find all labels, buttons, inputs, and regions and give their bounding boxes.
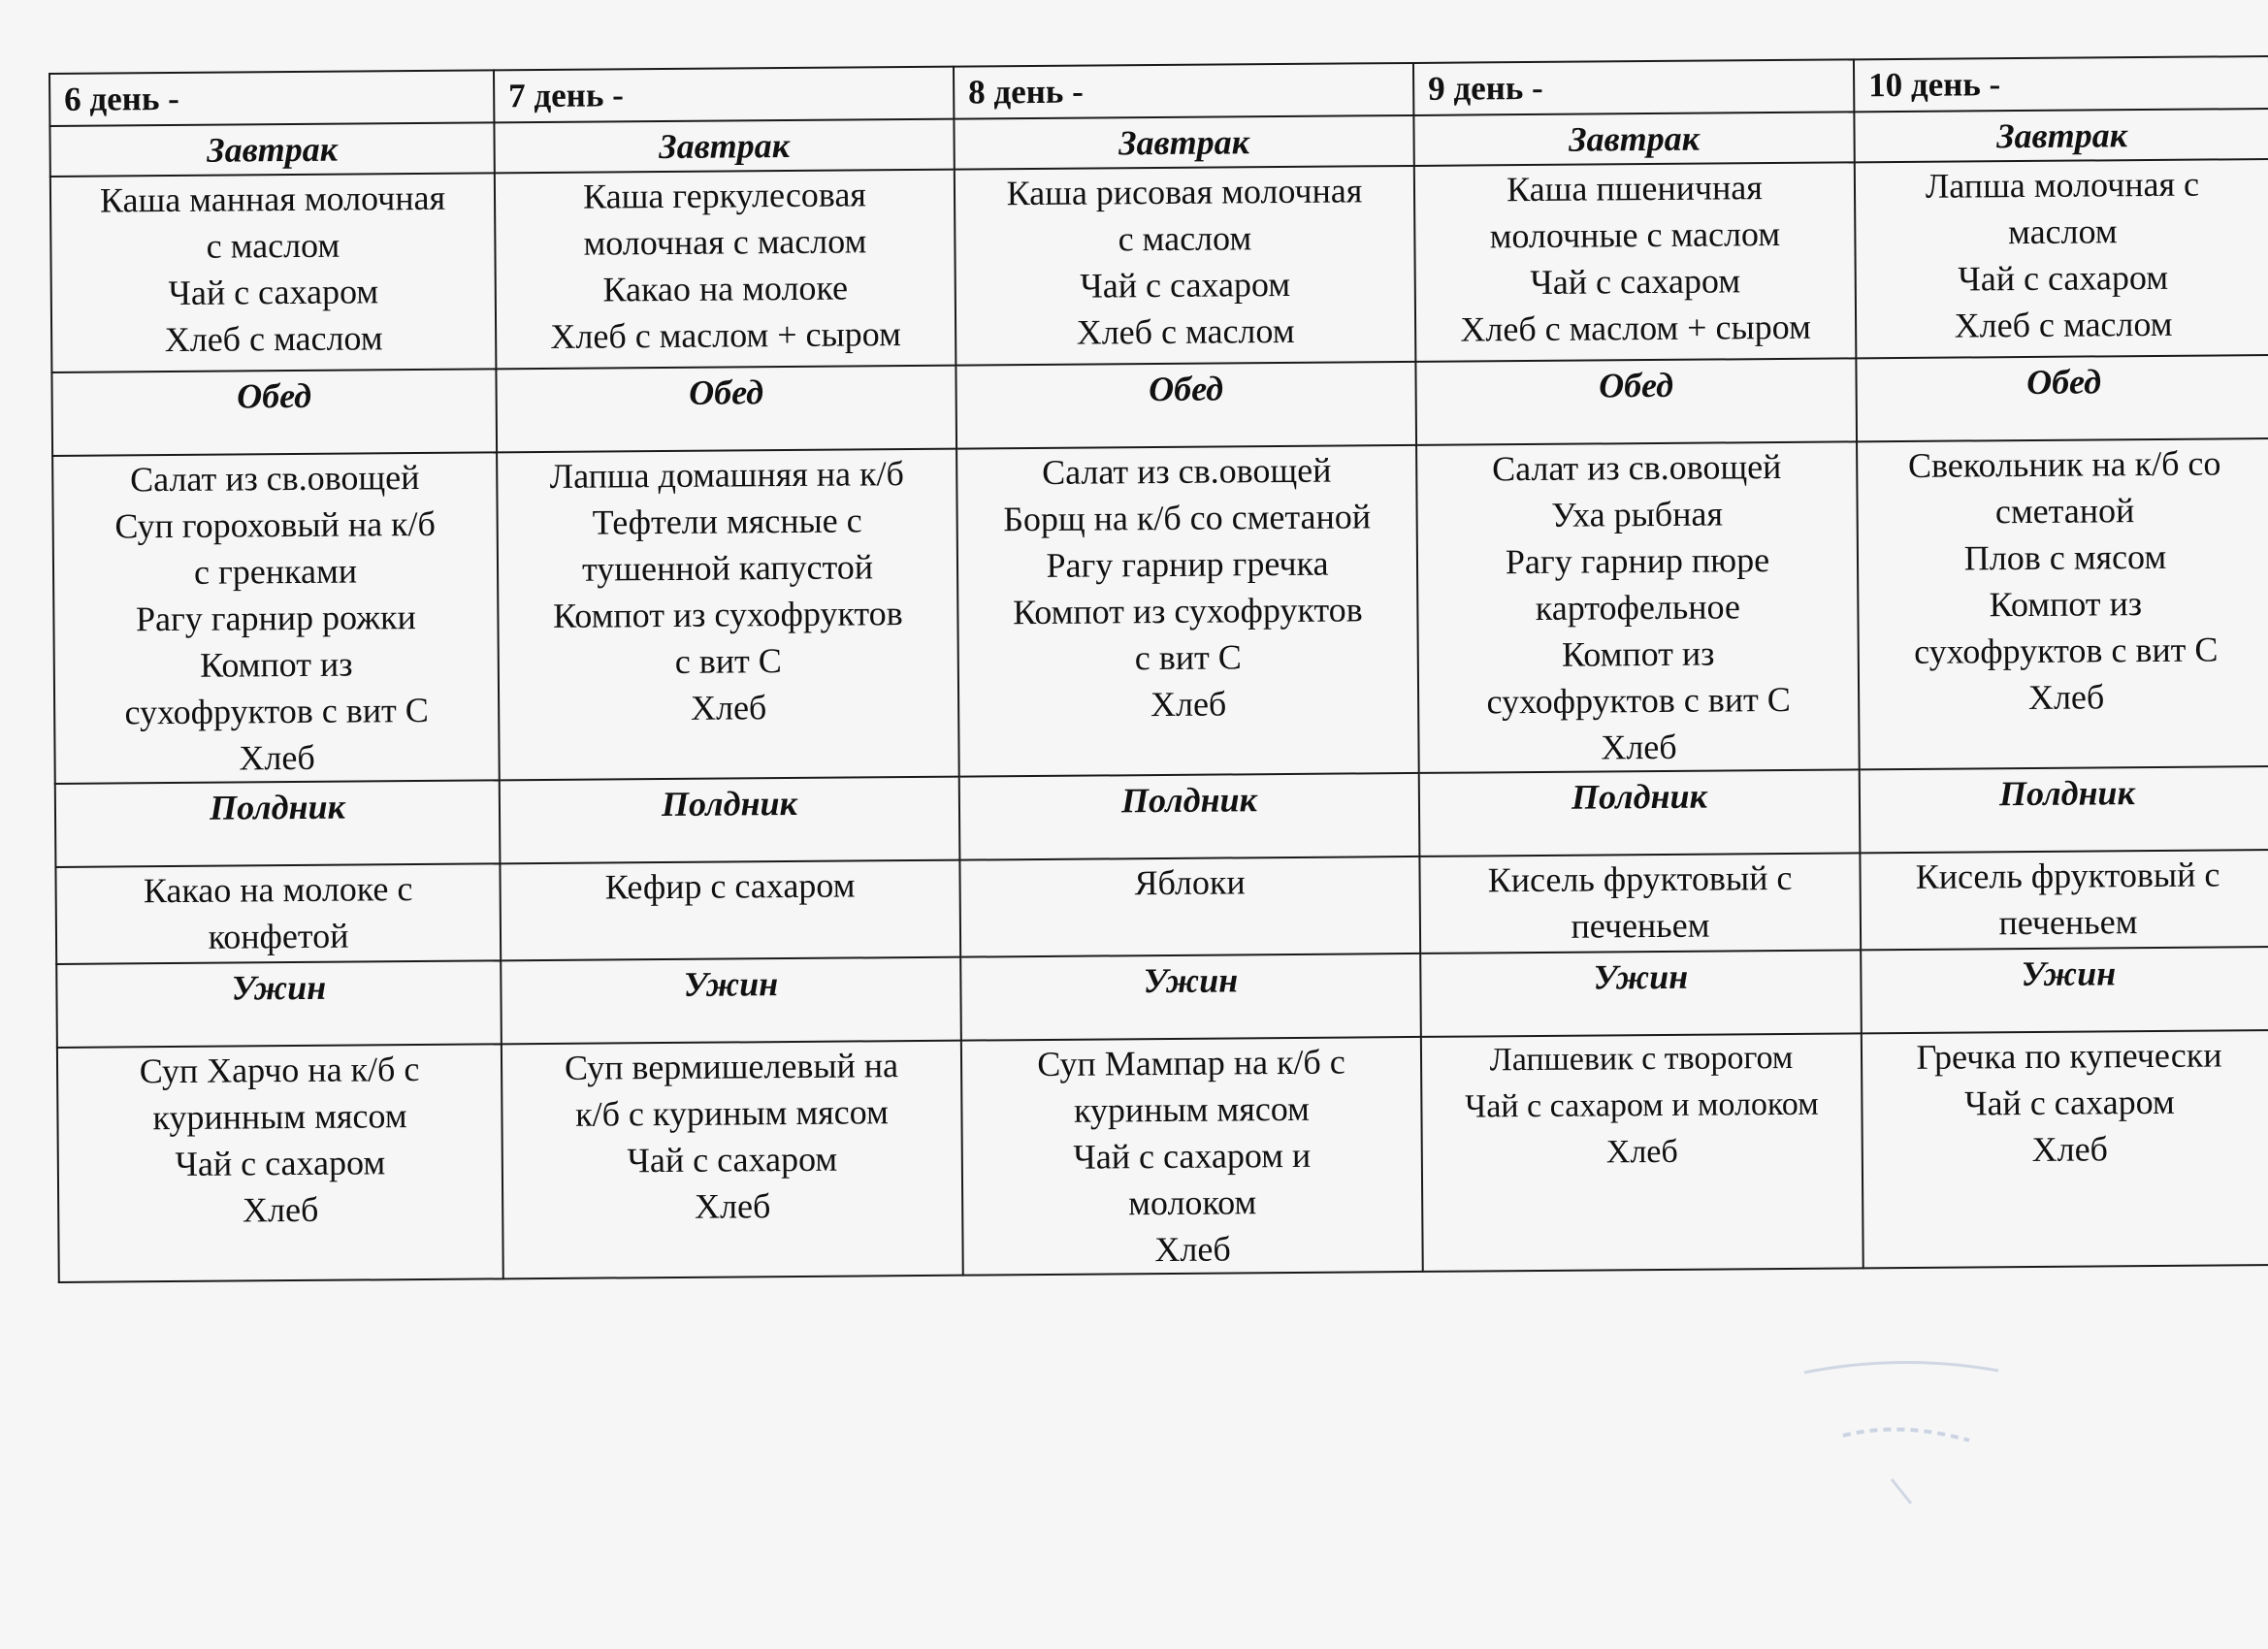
dish-cell (1416, 441, 1860, 773)
dish-cell (1421, 1033, 1863, 1272)
dish-item: Салат из св.овощей (1491, 446, 1782, 489)
dish-item: Каша манная молочная (99, 178, 446, 220)
dish-item: Свекольник на к/б со (1907, 443, 2221, 485)
meal-label-snack: Полдник (55, 780, 501, 867)
dish-cell (497, 449, 959, 781)
dish-item: Каша пшеничная (1507, 168, 1763, 210)
dish-item: конфетой (208, 916, 349, 956)
dish-item: с гренками (193, 551, 358, 592)
dish-item: Компот из (1561, 633, 1715, 674)
day-title: 8 день - (954, 63, 1413, 119)
dish-item: Хлеб с маслом + сыром (550, 314, 901, 356)
dish-item: тушенной капустой (581, 547, 874, 589)
dish-item: Рагу гарнир рожки (135, 598, 416, 639)
dinner-dishes-row (57, 1030, 2268, 1282)
day-title: 10 день - (1854, 56, 2268, 112)
meal-label-dinner: Ужин (960, 954, 1421, 1041)
dish-item: Хлеб (1601, 727, 1677, 767)
dish-item: Хлеб с маслом (164, 318, 383, 360)
day-title: 6 день - (49, 70, 494, 126)
dish-item: Компот из сухофруктов (1012, 590, 1363, 632)
dish-item: Чай с сахаром и (1073, 1135, 1312, 1177)
meal-label-dinner: Ужин (1861, 947, 2268, 1033)
dish-item: Чай с сахаром (1963, 1082, 2175, 1123)
dish-item: Рагу гарнир пюре (1505, 540, 1770, 582)
meal-label-lunch: Обед (1856, 355, 2268, 441)
dish-item: Чай с сахаром (1958, 257, 2169, 299)
dish-cell (55, 863, 501, 964)
dish-item: печеньем (1998, 902, 2138, 943)
meal-label-breakfast: Завтрак (1413, 112, 1854, 166)
dish-item: Какао на молоке (602, 268, 849, 309)
dish-cell (1860, 850, 2268, 950)
meal-label-lunch: Обед (496, 366, 956, 453)
lunch-dishes-row (52, 438, 2268, 784)
dish-item: Гречка по купечески (1916, 1035, 2222, 1077)
dish-cell (500, 860, 960, 961)
day-title: 9 день - (1413, 59, 1854, 115)
dish-cell (50, 173, 497, 372)
dish-item: Чай с сахаром (627, 1139, 838, 1180)
dish-item: Плов с мясом (1963, 536, 2167, 578)
dish-item: молоком (1128, 1182, 1257, 1223)
dish-item: Хлеб (690, 688, 767, 728)
dish-cell (495, 170, 956, 370)
dish-item: печеньем (1571, 905, 1710, 946)
meal-label-lunch: Обед (51, 369, 497, 456)
meal-label-breakfast: Завтрак (954, 115, 1413, 170)
dish-item: Кисель фруктовый с (1915, 855, 2220, 896)
dish-item: сухофруктов с вит С (1913, 630, 2219, 671)
dish-item: к/б с куриным мясом (574, 1092, 889, 1134)
dish-item: Лапша домашняя на к/б (549, 454, 905, 496)
dish-item: Салат из св.овощей (1041, 450, 1332, 492)
meal-label-dinner: Ужин (1420, 950, 1862, 1037)
dish-item: Чай с сахаром (1080, 264, 1291, 306)
dish-item: Кефир с сахаром (604, 865, 856, 907)
meal-label-breakfast: Завтрак (494, 119, 954, 174)
dish-item: Лапшевик с творогом (1489, 1039, 1794, 1079)
dish-item: Тефтели мясные с (592, 501, 862, 542)
dish-cell (955, 166, 1416, 366)
dish-cell (52, 452, 500, 784)
dish-item: Хлеб с маслом + сыром (1460, 307, 1811, 349)
day-title: 7 день - (494, 67, 954, 123)
dish-item: сметаной (1994, 491, 2135, 532)
dish-item: Суп гороховый на к/б (114, 503, 437, 546)
dish-item: Какао на молоке с (143, 869, 413, 911)
dish-item: Лапша молочная с (1925, 164, 2200, 206)
dish-item: Каша геркулесовая (582, 175, 867, 216)
dish-cell (959, 857, 1420, 957)
dish-item: Яблоки (1134, 862, 1246, 903)
dish-item: Хлеб (1154, 1229, 1231, 1270)
dish-cell (1857, 438, 2268, 769)
dish-item: Компот из (1989, 584, 2143, 625)
meal-label-lunch: Обед (1415, 358, 1857, 445)
dish-item: сухофруктов с вит С (124, 690, 429, 732)
dish-item: Хлеб (2027, 677, 2105, 717)
dish-item: сухофруктов с вит С (1486, 679, 1791, 722)
dish-item: молочные с маслом (1489, 213, 1781, 256)
dish-item: молочная с маслом (583, 221, 867, 263)
dish-item: Хлеб с маслом (1954, 304, 2173, 345)
meal-label-snack: Полдник (959, 773, 1420, 860)
dish-item: маслом (2007, 211, 2118, 252)
dish-item: Хлеб (2031, 1129, 2109, 1169)
dish-item: куриным мясом (1073, 1088, 1311, 1130)
dish-item: Хлеб с маслом (1076, 310, 1295, 352)
dish-item: с маслом (206, 225, 340, 266)
dish-item: Салат из св.овощей (130, 458, 420, 500)
meal-label-snack: Полдник (500, 777, 960, 864)
dish-item: Борщ на к/б со сметаной (1003, 497, 1372, 539)
meal-label-breakfast: Завтрак (1854, 109, 2268, 162)
dish-cell (57, 1044, 503, 1282)
dish-item: Чай с сахаром (175, 1143, 386, 1184)
dish-item: Каша рисовая молочная (1006, 171, 1363, 213)
dish-item: с вит С (1134, 637, 1242, 678)
dish-item: Хлеб (242, 1189, 319, 1230)
dish-item: Суп Харчо на к/б с (139, 1050, 420, 1091)
dish-item: Хлеб (1150, 684, 1227, 725)
dish-item: Суп Мампар на к/б с (1037, 1042, 1345, 1084)
meal-label-snack: Полдник (1860, 766, 2268, 853)
snack-dishes-row (55, 850, 2268, 964)
dish-item: с вит С (674, 641, 782, 681)
faded-stamp-mark (1775, 1343, 2027, 1518)
dish-item: картофельное (1535, 587, 1741, 628)
dish-cell (1855, 159, 2268, 358)
dish-item: Компот из сухофруктов (552, 594, 903, 635)
dish-item: Рагу гарнир гречка (1046, 543, 1329, 585)
dish-item: Чай с сахаром (168, 272, 379, 313)
dish-item: Чай с сахаром и молоком (1465, 1085, 1819, 1125)
dish-cell (1414, 162, 1857, 362)
dish-item: с маслом (1118, 218, 1252, 259)
meal-label-dinner: Ужин (501, 957, 961, 1045)
dish-item: Компот из (199, 644, 353, 685)
meal-label-snack: Полдник (1419, 769, 1861, 857)
meal-label-lunch: Обед (956, 362, 1416, 449)
dish-cell (961, 1037, 1423, 1276)
dish-item: Суп вермишелевый на (564, 1046, 899, 1087)
dish-cell (1419, 853, 1861, 954)
meal-label-dinner: Ужин (56, 960, 502, 1048)
dish-item: Хлеб (694, 1186, 771, 1226)
dish-item: Уха рыбная (1551, 494, 1724, 534)
dish-cell (1862, 1030, 2268, 1268)
dish-cell (956, 445, 1419, 777)
dish-item: Чай с сахаром (1530, 261, 1741, 303)
dish-cell (502, 1041, 963, 1279)
breakfast-dishes-row (50, 159, 2268, 372)
dish-item: Хлеб (239, 737, 315, 778)
dish-item: Кисель фруктовый с (1487, 857, 1793, 900)
dish-item: куринным мясом (152, 1096, 407, 1138)
dish-item: Хлеб (1605, 1133, 1678, 1171)
menu-table (49, 55, 2268, 1283)
meal-label-breakfast: Завтрак (49, 122, 494, 177)
